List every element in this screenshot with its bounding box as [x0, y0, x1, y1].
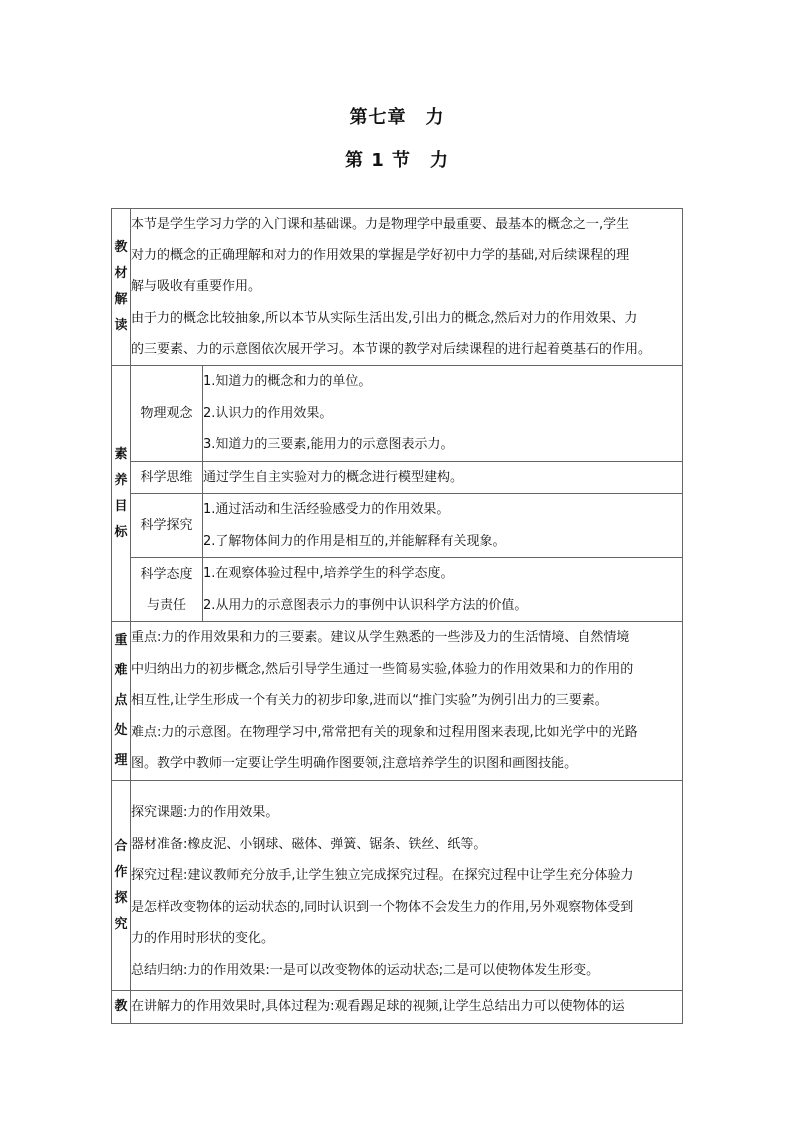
content-cell-kexue-siwei	[203, 461, 683, 494]
text-line: 2.从用力的示意图表示力的事例中认识科学方法的价值。	[203, 597, 528, 613]
category-label-hezuo: 合 作 探 究	[112, 781, 131, 991]
section-title: 第 1 节 力	[344, 150, 450, 171]
text-line: 重点:力的作用效果和力的三要素。建议从学生熟悉的一些涉及力的生活情境、自然情境	[131, 630, 630, 646]
category-label-suyang: 素 养 目 标	[112, 366, 131, 622]
chapter-title: 第七章 力	[349, 107, 445, 128]
text-line: 1.通过活动和生活经验感受力的作用效果。	[203, 502, 450, 518]
text-line: 对力的概念的正确理解和对力的作用效果的掌握是学好初中力学的基础,对后续课程的理	[131, 248, 630, 264]
text-line: 相互性,让学生形成一个有关力的初步印象,进而以“推门实验”为例引出力的三要素。	[131, 693, 608, 709]
text-line: 本节是学生学习力学的入门课和基础课。力是物理学中最重要、最基本的概念之一,学生	[131, 217, 630, 232]
text-line: 是怎样改变物体的运动状态的,同时认识到一个物体不会发生力的作用,另外观察物体受到	[131, 899, 634, 915]
content-cell-kexue-tanjiu	[203, 494, 683, 558]
text-line: 图。教学中教师一定要让学生明确作图要领,注意培养学生的识图和画图技能。	[131, 756, 578, 772]
text-line: 探究课题:力的作用效果。	[131, 805, 279, 821]
content-cell-zhongnan	[131, 622, 683, 781]
text-line: 总结归纳:力的作用效果:一是可以改变物体的运动状态;二是可以使物体发生形变。	[131, 962, 600, 978]
sub-label-kexue-tanjiu: 科学探究	[131, 494, 203, 558]
text-line: 在讲解力的作用效果时,具体过程为:观看踢足球的视频,让学生总结出力可以使物体的运	[131, 999, 625, 1015]
text-line: 2.了解物体间力的作用是相互的,并能解释有关现象。	[203, 533, 506, 549]
sub-label-kexue-taidu: 科学态度 与责任	[131, 558, 203, 622]
text-line: 2.认识力的作用效果。	[203, 405, 333, 421]
table-row-jiaocai	[112, 209, 683, 366]
content-cell-jiaocai	[131, 209, 683, 366]
sub-label-wuli-guannian: 物理观念	[131, 366, 203, 462]
content-cell-kexue-taidu	[203, 558, 683, 622]
table-row-jiao	[112, 991, 683, 1024]
category-label-jiaocai: 教 材 解 读	[112, 209, 131, 366]
text-line: 探究过程:建议教师充分放手,让学生独立完成探究过程。在探究过程中让学生充分体验力	[131, 868, 634, 884]
text-line: 器材准备:橡皮泥、小钢球、磁体、弹簧、锯条、铁丝、纸等。	[131, 836, 487, 852]
category-label-zhongnan: 重 难 点 处 理	[112, 622, 131, 781]
text-line: 解与吸收有重要作用。	[131, 279, 262, 295]
content-cell-hezuo	[131, 781, 683, 991]
category-label-jiao: 教	[112, 991, 131, 1024]
text-line: 的三要素、力的示意图依次展开学习。本节课的教学对后续课程的进行起着奠基石的作用。	[131, 341, 652, 357]
content-cell-wuli-guannian	[203, 366, 683, 462]
text-line: 中归纳出力的初步概念,然后引导学生通过一些简易实验,体验力的作用效果和力的作用的	[131, 661, 634, 677]
content-cell-jiao	[131, 991, 683, 1024]
table-row-wuli-guannian	[112, 366, 683, 462]
text-line: 3.知道力的三要素,能用力的示意图表示力。	[203, 437, 454, 453]
lesson-plan-table	[111, 208, 683, 1024]
text-line: 难点:力的示意图。在物理学习中,常常把有关的现象和过程用图来表现,比如光学中的光路	[131, 724, 638, 740]
table-row-hezuo	[112, 781, 683, 991]
table-row-zhongnan	[112, 622, 683, 781]
table-row-kexue-taidu	[112, 558, 683, 622]
text-line: 通过学生自主实验对力的概念进行模型建构。	[203, 469, 464, 485]
table-row-kexue-tanjiu	[112, 494, 683, 558]
text-line: 由于力的概念比较抽象,所以本节从实际生活出发,引出力的概念,然后对力的作用效果、力	[131, 310, 638, 326]
text-line: 力的作用时形状的变化。	[131, 931, 275, 947]
table-row-kexue-siwei	[112, 461, 683, 494]
sub-label-kexue-siwei: 科学思维	[131, 461, 203, 494]
text-line: 1.知道力的概念和力的单位。	[203, 374, 372, 390]
text-line: 1.在观察体验过程中,培养学生的科学态度。	[203, 566, 454, 582]
